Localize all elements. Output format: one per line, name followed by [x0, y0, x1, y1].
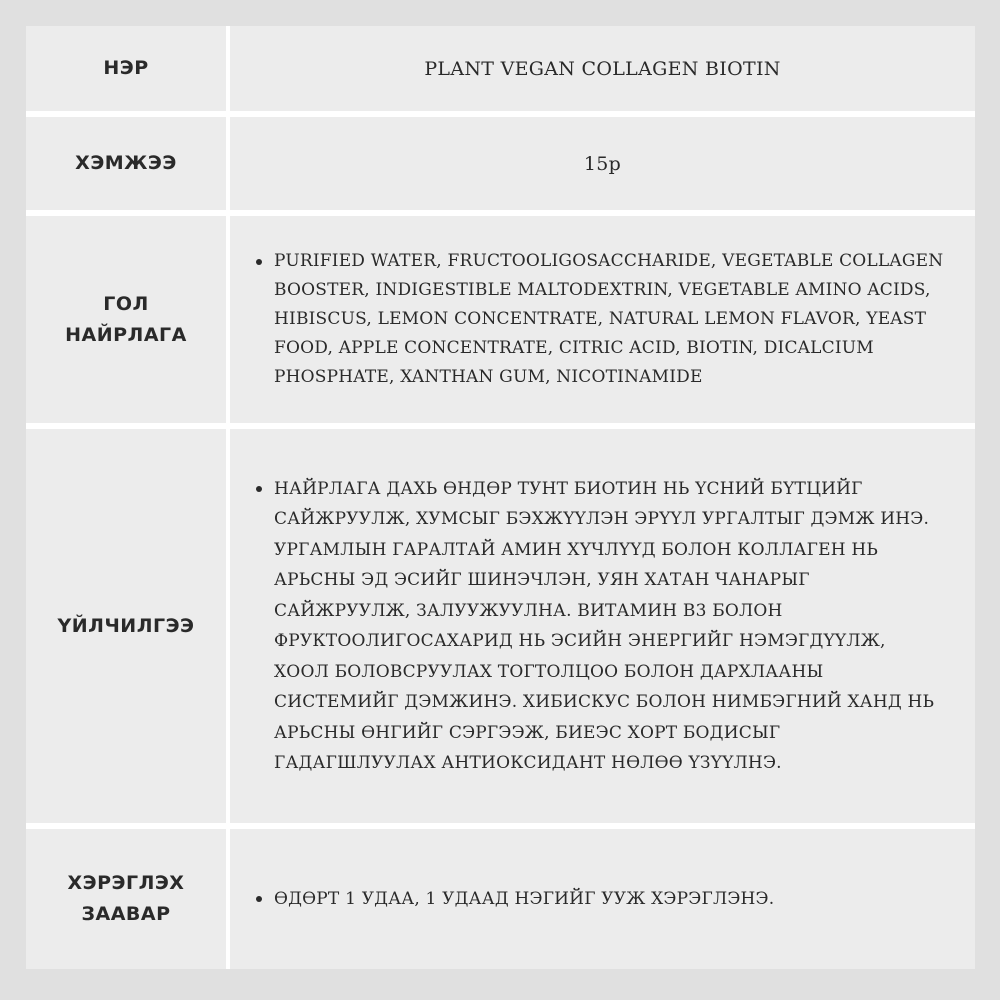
usage-item: ӨДӨРТ 1 УДАА, 1 УДААД НЭГИЙГ УУЖ ХЭРЭГЛЭНЭ.	[274, 884, 774, 914]
usage-list	[252, 884, 774, 914]
effects-list	[252, 474, 945, 779]
name-label: НЭР	[26, 26, 226, 111]
ingredients-label-text: ГОЛ НАЙРЛАГА	[65, 292, 187, 346]
name-value: PLANT VEGAN COLLAGEN BIOTIN	[230, 26, 975, 111]
size-value: 15р	[230, 117, 975, 210]
effects-item: НАЙРЛАГА ДАХЬ ӨНДӨР ТУНТ БИОТИН НЬ ҮСНИЙ БҮТЦИЙГ САЙЖРУУЛЖ, ХУМСЫГ БЭХЖҮҮЛЭН ЭРҮҮЛ УРГАЛТЫГ ДЭМЖ ИНЭ. УРГАМЛЫН ГАРАЛТАЙ АМИН ХҮЧЛҮҮД БОЛОН КОЛЛАГЕН НЬ АРЬСНЫ ЭД ЭСИЙГ ШИНЭЧЛЭН, УЯН ХАТАН ЧАНАРЫГ САЙЖРУУЛЖ, ЗАЛУУЖУУЛНА. ВИТАМИН B3 БОЛОН ФРУКТООЛИГОСАХАРИД НЬ ЭСИЙН ЭНЕРГИЙГ НЭМЭГДҮҮЛЖ, ХООЛ БОЛОВСРУУЛАХ ТОГТОЛЦОО БОЛОН ДАРХЛААНЫ СИСТЕМИЙГ ДЭМЖИНЭ. ХИБИСКУС БОЛОН НИМБЭГНИЙ ХАНД НЬ АРЬСНЫ ӨНГИЙГ СЭРГЭЭЖ, БИЕЭС ХОРТ БОДИСЫГ ГАДАГШЛУУЛАХ АНТИОКСИДАНТ НӨЛӨӨ ҮЗҮҮЛНЭ.	[274, 474, 945, 779]
usage-label	[26, 829, 226, 969]
effects-label: ҮЙЛЧИЛГЭЭ	[26, 429, 226, 823]
usage-label-text: ХЭРЭГЛЭХ ЗААВАР	[67, 872, 185, 925]
ingredients-value	[230, 216, 975, 423]
product-info-table	[26, 26, 975, 969]
size-label: ХЭМЖЭЭ	[26, 117, 226, 210]
ingredients-item: PURIFIED WATER, FRUCTOOLIGOSACCHARIDE, VEGETABLE COLLAGEN BOOSTER, INDIGESTIBLE MALTODEXTRIN, VEGETABLE AMINO ACIDS, HIBISCUS, LEMON CONCENTRATE, NATURAL LEMON FLAVOR, YEAST FOOD, APPLE CONCENTRATE, CITRIC ACID, BIOTIN, DICALCIUM PHOSPHATE, XANTHAN GUM, NICOTINAMIDE	[274, 247, 945, 392]
effects-value	[230, 429, 975, 823]
usage-value	[230, 829, 975, 969]
ingredients-list	[252, 247, 945, 392]
ingredients-label	[26, 216, 226, 423]
